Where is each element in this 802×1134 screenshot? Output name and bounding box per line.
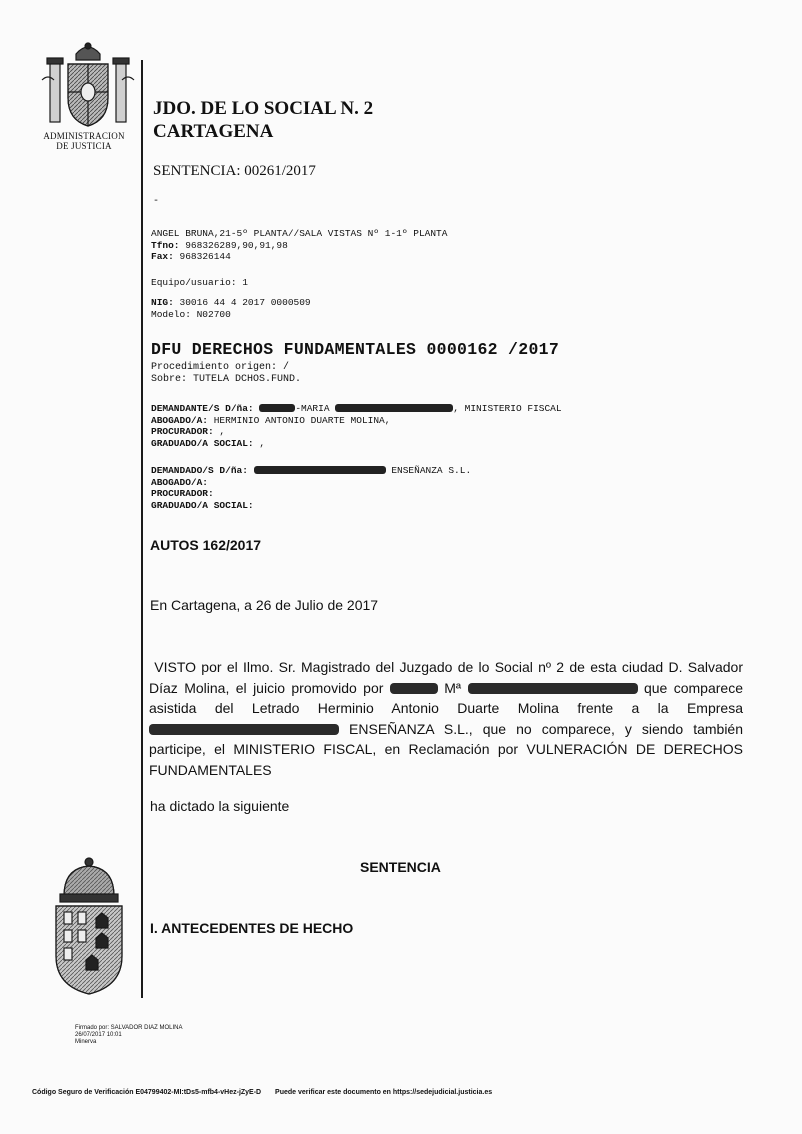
visto-paragraph <box>149 657 743 780</box>
abogado-value: HERMINIO ANTONIO DUARTE MOLINA, <box>213 414 391 426</box>
autos-heading: AUTOS 162/2017 <box>150 537 262 553</box>
place-date: En Cartagena, a 26 de Julio de 2017 <box>150 597 379 613</box>
procurador-label: PROCURADOR: <box>151 426 214 437</box>
dictado-line: ha dictado la siguiente <box>150 798 290 814</box>
abogado-line <box>151 415 562 427</box>
redaction-bar <box>149 724 339 735</box>
demandante-name: -MARIA <box>295 403 330 414</box>
procurador-line <box>151 426 562 438</box>
phone-label: Tfno: <box>151 239 180 251</box>
fax-label: Fax: <box>151 251 174 262</box>
abogado-label: ABOGADO/A: <box>151 414 209 426</box>
verification-footer <box>32 1089 492 1096</box>
procedure-origen: Procedimiento origen: / <box>151 362 290 373</box>
para-part4: ENSEÑANZA S.L., que no comparece, y siendo también participe, el MINISTERIO FISCAL, en Reclamación por VULNERACIÓN DE DERECHOS FUNDAMENTALES <box>149 720 744 778</box>
crest-label-line2: DE JUSTICIA <box>56 141 112 151</box>
procedure-info <box>151 362 301 385</box>
phone-line <box>151 240 447 252</box>
demandado-line <box>151 465 471 477</box>
graduado2-line <box>151 500 471 512</box>
signature-block <box>75 1025 182 1046</box>
demandante-tail: , MINISTERIO FISCAL <box>453 403 562 414</box>
procurador2-label: PROCURADOR: <box>151 488 214 499</box>
nig-value: 30016 44 4 2017 0000509 <box>179 297 311 308</box>
nig-line <box>151 297 311 309</box>
procedure-title: DFU DERECHOS FUNDAMENTALES 0000162 /2017 <box>151 340 560 359</box>
equipo-line: Equipo/usuario: 1 <box>151 277 248 288</box>
demandado-label: DEMANDADO/S D/ña: <box>151 465 248 476</box>
demandado-block <box>151 465 471 511</box>
graduado-label: GRADUADO/A SOCIAL: <box>151 437 254 449</box>
signed-date: 26/07/2017 10:01 <box>75 1032 122 1038</box>
demandante-block <box>151 403 562 449</box>
sentencia-heading: SENTENCIA <box>360 859 441 875</box>
crest-label <box>28 131 140 151</box>
margin-rule <box>141 60 143 998</box>
demandante-label: DEMANDANTE/S D/ña: <box>151 403 254 414</box>
graduado2-label: GRADUADO/A SOCIAL: <box>151 499 254 511</box>
graduado-line <box>151 438 562 450</box>
verification-code: Código Seguro de Verificación E04799402-MI:tDs5-mfb4-vHez-jZyE-D <box>32 1089 262 1096</box>
redaction-bar <box>335 404 453 412</box>
graduado-value: , <box>259 437 266 449</box>
abogado2-line <box>151 477 471 489</box>
procurador2-line <box>151 488 471 500</box>
antecedentes-heading: I. ANTECEDENTES DE HECHO <box>150 920 354 936</box>
fax-line <box>151 251 447 263</box>
coat-of-arms-spain-icon <box>38 40 138 132</box>
coat-of-arms-murcia-icon <box>46 856 132 996</box>
nig-block <box>151 297 311 320</box>
redaction-bar <box>468 683 638 694</box>
system-name: Minerva <box>75 1039 97 1045</box>
court-name <box>153 97 373 143</box>
address-block <box>151 228 447 263</box>
abogado2-label: ABOGADO/A: <box>151 476 209 488</box>
procurador-value: , <box>219 426 226 437</box>
court-line2: CARTAGENA <box>153 121 274 142</box>
para-part1: VISTO por el Ilmo. Sr. Magistrado del Juzgado de lo Social nº 2 de esta ciudad D. Salvador Díaz Molina, el juicio promovido por <box>149 659 743 696</box>
redaction-bar <box>254 466 386 474</box>
modelo-line: Modelo: N02700 <box>151 308 231 320</box>
crest-label-line1: ADMINISTRACION <box>43 131 125 141</box>
demandante-line <box>151 403 562 415</box>
procedure-sobre: Sobre: TUTELA DCHOS.FUND. <box>151 373 302 385</box>
redaction-bar <box>390 683 438 694</box>
dash-line: - <box>153 196 160 207</box>
phone-value: 968326289,90,91,98 <box>185 239 288 251</box>
nig-label: NIG: <box>151 297 174 308</box>
court-line1: JDO. DE LO SOCIAL N. 2 <box>153 98 374 119</box>
para-part2: Mª <box>444 679 462 696</box>
para-part3: que comparece asistida del Letrado Herminio Antonio Duarte Molina frente a la Empresa <box>149 679 743 716</box>
signed-by: Firmado por: SALVADOR DIAZ MOLINA <box>75 1025 183 1031</box>
verification-url: Puede verificar este documento en https://sedejudicial.justicia.es <box>275 1089 493 1096</box>
redaction-bar <box>259 404 295 412</box>
address-line: ANGEL BRUNA,21-5º PLANTA//SALA VISTAS Nº 1-1º PLANTA <box>151 228 448 239</box>
fax-value: 968326144 <box>179 251 231 262</box>
sentencia-number: SENTENCIA: 00261/2017 <box>153 163 316 179</box>
demandado-tail: ENSEÑANZA S.L. <box>391 465 472 476</box>
